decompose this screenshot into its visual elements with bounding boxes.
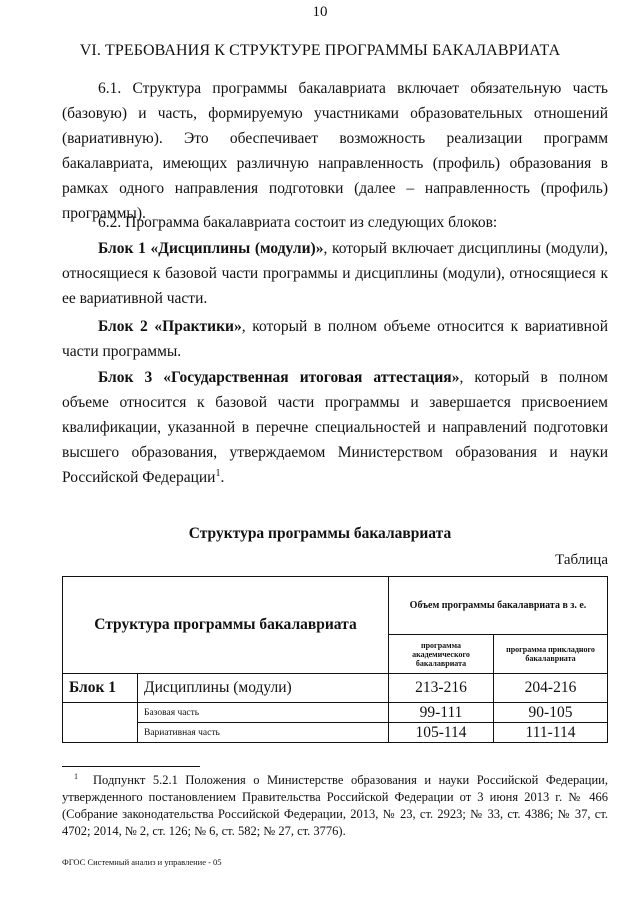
- block-3-text: , который в полном объеме относится к базовой части программы и завершается присвоением квалификации, указанной в перечне специальностей и направлений подготовки высшего образования, утверждаемом Министерством образования и науки Российской Федерации: [62, 369, 608, 486]
- header-academic: программа академического бакалавриата: [389, 635, 494, 674]
- paragraph-block-3: [62, 365, 608, 490]
- row-academic-value: 105-114: [389, 723, 494, 743]
- header-applied: программа прикладного бакалавриата: [494, 635, 608, 674]
- row-block-number: [63, 703, 138, 743]
- block-1-heading: Блок 1 «Дисциплины (модули)»: [98, 240, 324, 257]
- row-block-number: Блок 1: [63, 674, 138, 703]
- footnote-number: 1: [74, 771, 78, 781]
- footnote-reference[interactable]: 1: [215, 467, 221, 479]
- header-volume: Объем программы бакалавриата в з. е.: [389, 577, 608, 635]
- row-name: Вариативная часть: [138, 723, 389, 743]
- table-row: [63, 674, 608, 703]
- paragraph-6-1: 6.1. Структура программы бакалавриата включает обязательную часть (базовую) и часть, формируемую участниками образовательных отношений (вариативную). Это обеспечивает возможность реализации программ бакалавриата, имеющих различную направленность (профиль) образования в рамках одного направления подготовки (далее – направленность (профиль) программы).: [62, 80, 608, 222]
- page-footer: ФГОС Системный анализ и управление - 05: [62, 857, 222, 867]
- table-label: Таблица: [555, 552, 608, 568]
- table-row: [63, 723, 608, 743]
- paragraph-block-1: [62, 236, 608, 311]
- table-row: [63, 703, 608, 723]
- paragraph-6-2: 6.2. Программа бакалавриата состоит из следующих блоков:: [98, 214, 498, 231]
- block-3-end: .: [220, 469, 225, 486]
- footnote-text: Подпункт 5.2.1 Положения о Министерстве образования и науки Российской Федерации, утвержденного постановлением Правительства Российской Федерации от 3 июня 2013 г. № 466 (Собрание законодательства Российской Федерации, 2013, № 23, ст. 2923; № 33, ст. 4386; № 37, ст. 4702; 2014, № 2, ст. 126; № 6, ст. 582; № 27, ст. 3776).: [62, 773, 608, 838]
- structure-table: [62, 576, 608, 743]
- section-title: VI. ТРЕБОВАНИЯ К СТРУКТУРЕ ПРОГРАММЫ БАКАЛАВРИАТА: [79, 42, 561, 59]
- row-academic-value: 213-216: [389, 674, 494, 703]
- row-applied-value: 111-114: [494, 723, 608, 743]
- block-2-text: , который в полном объеме относится к вариативной части программы.: [62, 318, 609, 360]
- block-3-heading: Блок 3 «Государственная итоговая аттестация»: [98, 369, 460, 386]
- row-name: Базовая часть: [138, 703, 389, 723]
- footnote-divider: [62, 766, 200, 767]
- table-title: Структура программы бакалавриата: [188, 525, 452, 542]
- header-main: Структура программы бакалавриата: [63, 577, 389, 674]
- row-applied-value: 204-216: [494, 674, 608, 703]
- row-name: Дисциплины (модули): [138, 674, 389, 703]
- row-academic-value: 99-111: [389, 703, 494, 723]
- block-2-heading: Блок 2 «Практики»: [98, 318, 242, 335]
- page-number: 10: [312, 4, 328, 20]
- block-1-text: , который включает дисциплины (модули), относящиеся к базовой части программы и дисциплины (модули), относящиеся к ее вариативной части.: [62, 240, 608, 307]
- row-applied-value: 90-105: [494, 703, 608, 723]
- paragraph-block-2: [62, 314, 608, 364]
- footnote: [62, 772, 608, 840]
